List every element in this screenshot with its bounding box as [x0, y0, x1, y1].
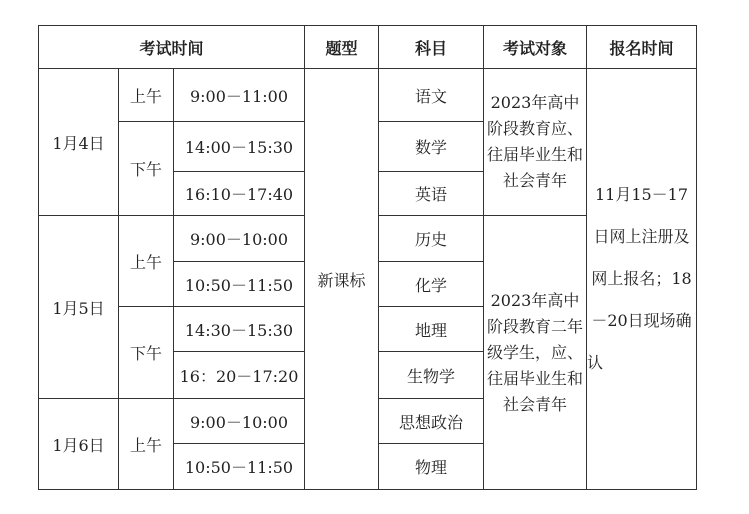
time-cell: 16：20－17:20: [174, 352, 305, 399]
date-cell: 1月4日: [39, 69, 119, 216]
subject-cell: 化学: [379, 262, 484, 307]
target-cell: 2023年高中阶段教育二年级学生，应、往届毕业生和社会青年: [484, 216, 587, 490]
time-cell: 9:00－10:00: [174, 399, 305, 444]
subject-cell: 物理: [379, 444, 484, 490]
subject-cell: 地理: [379, 307, 484, 352]
header-type: 题型: [305, 26, 379, 69]
date-cell: 1月5日: [39, 216, 119, 399]
header-exam-time: 考试时间: [39, 26, 305, 69]
header-subject: 科目: [379, 26, 484, 69]
period-cell: 上午: [119, 69, 174, 122]
time-cell: 9:00－10:00: [174, 216, 305, 262]
exam-schedule-table: [38, 25, 697, 490]
header-registration: 报名时间: [587, 26, 697, 69]
time-cell: 9:00－11:00: [174, 69, 305, 122]
type-cell: 新课标: [305, 69, 379, 490]
period-cell: 下午: [119, 307, 174, 399]
period-cell: 上午: [119, 216, 174, 307]
schedule-container: [38, 25, 697, 490]
time-cell: 14:00－15:30: [174, 122, 305, 172]
period-cell: 下午: [119, 122, 174, 216]
date-cell: 1月6日: [39, 399, 119, 490]
subject-cell: 生物学: [379, 352, 484, 399]
subject-cell: 英语: [379, 172, 484, 216]
target-cell: 2023年高中阶段教育应、往届毕业生和社会青年: [484, 69, 587, 216]
header-target: 考试对象: [484, 26, 587, 69]
period-cell: 上午: [119, 399, 174, 490]
subject-cell: 思想政治: [379, 399, 484, 444]
time-cell: 10:50－11:50: [174, 262, 305, 307]
subject-cell: 数学: [379, 122, 484, 172]
subject-cell: 历史: [379, 216, 484, 262]
registration-cell: 11月15－17日网上注册及网上报名；18－20日现场确认: [587, 69, 697, 490]
time-cell: 14:30－15:30: [174, 307, 305, 352]
subject-cell: 语文: [379, 69, 484, 122]
time-cell: 10:50－11:50: [174, 444, 305, 490]
time-cell: 16:10－17:40: [174, 172, 305, 216]
